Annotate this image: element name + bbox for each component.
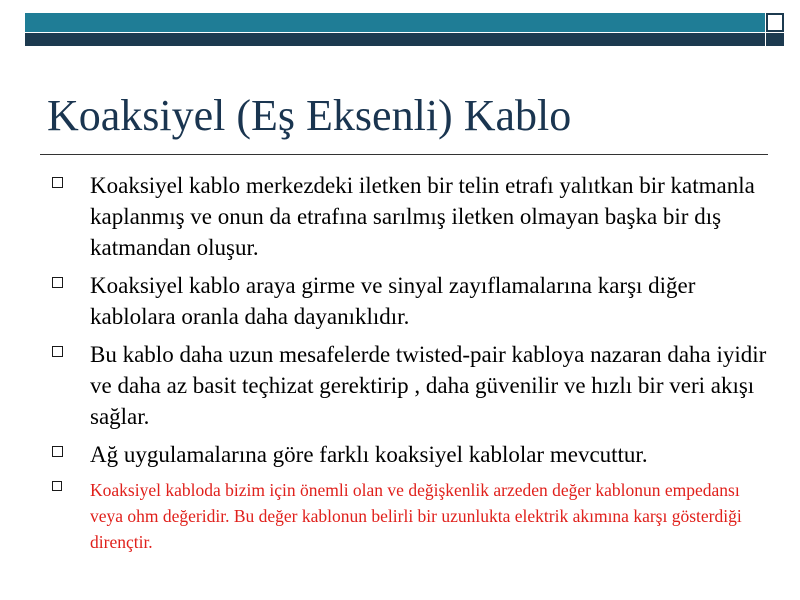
- hollow-square-icon: [52, 346, 63, 357]
- bullet-text-highlight: Koaksiyel kabloda bizim için önemli olan ve değişkenlik arzeden değer kablonun empedansı veya ohm değeridir. Bu değer kablonun belirli bir uzunlukta elektrik akımına karşı gösterdiği dirençtir.: [90, 480, 742, 552]
- bullet-item-highlight: [50, 477, 770, 555]
- header-bar-dark: [25, 33, 765, 46]
- hollow-square-icon: [52, 177, 63, 188]
- bullet-text: Bu kablo daha uzun mesafelerde twisted-pair kabloya nazaran daha iyidir ve daha az basit teçhizat gerektirip , daha güvenilir ve hızlı bir veri akışı sağlar.: [90, 342, 767, 429]
- bullet-item: [50, 439, 770, 470]
- hollow-square-icon: [52, 277, 63, 288]
- bullet-item: [50, 270, 770, 332]
- bullet-item: [50, 170, 770, 263]
- corner-square-outline: [766, 13, 784, 32]
- title-divider: [40, 154, 768, 155]
- bullet-item: [50, 339, 770, 432]
- corner-square-filled: [766, 33, 784, 46]
- hollow-square-icon: [52, 481, 62, 491]
- hollow-square-icon: [52, 446, 63, 457]
- header-bar-teal: [25, 13, 765, 32]
- bullet-text: Ağ uygulamalarına göre farklı koaksiyel kablolar mevcuttur.: [90, 442, 648, 467]
- bullet-text: Koaksiyel kablo araya girme ve sinyal zayıflamalarına karşı diğer kablolara oranla daha dayanıklıdır.: [90, 273, 696, 329]
- bullet-text: Koaksiyel kablo merkezdeki iletken bir telin etrafı yalıtkan bir katmanla kaplanmış ve onun da etrafına sarılmış iletken olmayan başka bir dış katmandan oluşur.: [90, 173, 755, 260]
- bullet-list: [50, 170, 770, 555]
- slide-title: Koaksiyel (Eş Eksenli) Kablo: [47, 91, 572, 140]
